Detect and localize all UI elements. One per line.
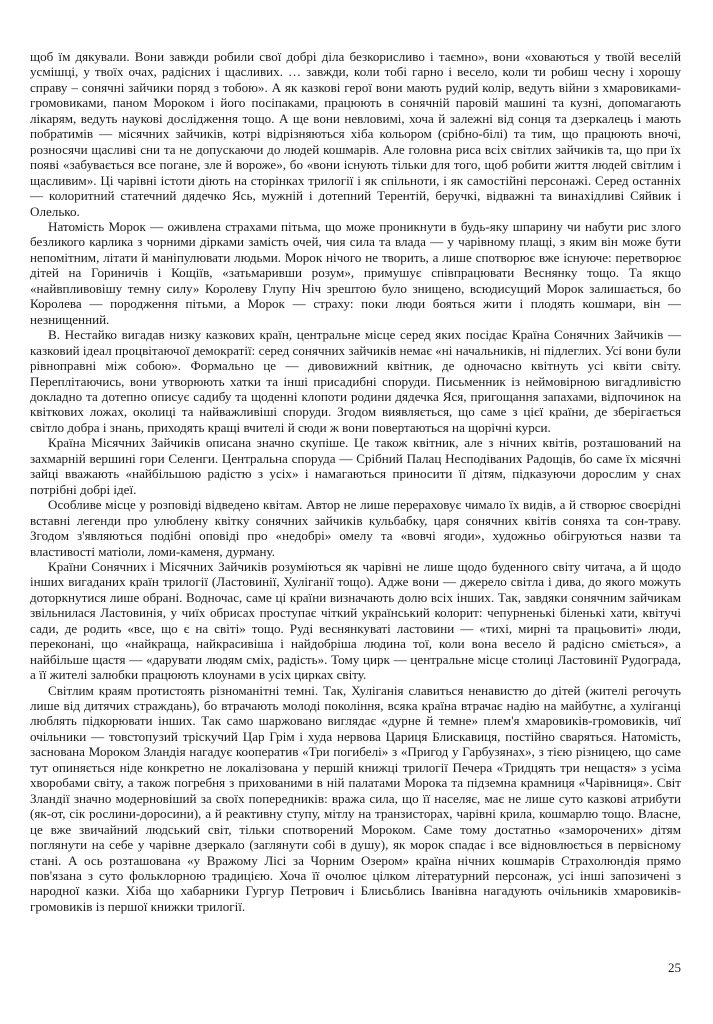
- paragraph-7: Світлим краям протистоять різноманітні темні. Так, Хуліганія славиться ненавистю до дітей (жителі регочуть лише від дитячих страждань), бо втрачають молоді покоління, всяка країна втрачає надію на майбутнє, а хуліганці люблять підкорювати інших. Так само шаржовано виглядає «дурне й темне» плем'я хмаровиків-громовиків, чиї очільники — товстопузий тріскучий Цар Грім і худа нервова Цариця Блискавиця, постійно сваряться. Натомість, заснована Мороком Зландія нагадує кооператив «Три погибелі» з «Пригод у Гарбузянах», з тією різницею, що саме тут опиняється ніде конкретно не локалізована у першій книжці трилогії Печера «Тридцять три нещастя» з усіма хворобами світу, а також погребня з прихованими в ній палатами Морока та підземна крамниця «Чарівниця». Світ Зландії значно модерновіший за своїх попередників: вража сила, що її населяє, має не лише суто казкові атрибути (як-от, сік рослини-доросини), а й реактивну ступу, мітлу на транзисторах, чарівні крила, кошмарлю тощо. Власне, це вже звичайний людський світ, тільки спотворений Мороком. Саме тому достатньо «заморочених» дітям поглянути на себе у чарівне дзеркало (заглянути собі в душу), як морок спадає і все відновлюється в первісному стані. А ось розташована «у Вражому Лісі за Чорним Озером» країна нічних кошмарів Страхолюндія прямо пов'язана з суто фольклорною традицією. Хоча її очолює цілком літературний персонаж, усі інші запозичені з народної казки. Хіба що хабарники Гургур Петрович і Блисьблись Іванівна нагадують очільників хмаровиків-громовиків із першої книжки трилогії.: [30, 682, 681, 914]
- paragraph-2: Натомість Морок — оживлена страхами пітьма, що може проникнути в будь-яку шпарину чи набути рис злого безликого карлика з чорними дірками замість очей, чия сила та влада — у чарівному плащі, з яким він може бути непомітним, літати й маніпулювати людьми. Морок нічого не творить, а лише спотворює вже існуюче: перетворює дітей на Гориничів і Кощіїв, «затьмаривши розум», примушує співпрацювати Веснянку тощо. Та якщо «найвпливовішу темну силу» Королеву Глупу Ніч зрештою було знищено, всюдисущий Морок залишається, бо Королева — породження пітьми, а Морок — страху: поки люди бояться жити і плодять кошмари, він — незнищенний.: [30, 218, 681, 327]
- paragraph-5: Особливе місце у розповіді відведено квітам. Автор не лише перераховує чимало їх видів, а й створює своєрідні вставні легенди про улюблену квітку сонячних зайчиків кульбабку, царя сонячних квітів соняха та сон-траву. Згодом з'являються подібні оповіді про «недобрі» омелу та «вовчі ягоди», художньо обігруються назви та властивості матіоли, ломи-каменя, дурману.: [30, 497, 681, 559]
- page-number: 25: [668, 960, 681, 975]
- paragraph-1: щоб їм дякували. Вони завжди робили свої добрі діла безкорисливо і таємно», вони «ховаються у твоїй веселій усмішці, у твоїх очах, радісних і щасливих. … завжди, коли тобі гарно і весело, коли ти робиш чесну і хорошу справу – сонячні зайчики поряд з тобою». А як казкові герої вони мають рудий колір, ведуть війни з хмаровиками-громовиками, паном Мороком і його посіпаками, працюють в сонячній паровій машині та кузні, допомагають лікарям, ведуть наукові дослідження тощо. А ще вони невловимі, хоча й залежні від сонця та дзеркалець і мають побратимів — місячних зайчиків, котрі відрізняються хіба кольором (срібно-білі) та тим, що працюють вночі, розносячи щасливі сни та не допускаючи до людей кошмарів. Але головна риса всіх світлих зайчиків та, що при їх появі «забувається все погане, зле й вороже», бо «вони існують тільки для того, щоб робити життя людей світлим і щасливим». Ці чарівні істоти діють на сторінках трилогії і як спільноти, і як самостійні персонажі. Серед останніх — колоритний статечний дядечко Ясь, мужній і дотепний Терентій, беручкі, відважні та винахідливі Сяйвик і Олелько.: [30, 49, 681, 219]
- page-body: [30, 49, 681, 914]
- paragraph-4: Країна Місячних Зайчиків описана значно скупіше. Це також квітник, але з нічних квітів, розташований на захмарній вершині гори Селенги. Центральна споруда — Срібний Палац Несподіваних Радощів, бо саме їх місячні зайці вважають «найбільшою радістю з усіх» і намагаються приносити її дітям, підказуючи дорослим у снах потрібні добрі ідеї.: [30, 435, 681, 497]
- paragraph-3: В. Нестайко вигадав низку казкових країн, центральне місце серед яких посідає Країна Сонячних Зайчиків — казковий ідеал процвітаючої демократії: серед сонячних зайчиків немає «ні начальників, ні підлеглих. Усі вони були рівноправні між собою». Формально це — дивовижний квітник, де одночасно квітнуть усі квіти світу. Переплітаючись, вони утворюють хатки та інші присадибні споруди. Письменник із неймовірною вигадливістю докладно та дотепно описує садибу та щоденні клопоти родини дядечка Яся, пригощання запахами, відпочинок на квіткових ложах, околиці та найважливіші споруди. Згодом виявляється, що саме з цієї країни, де зберігається світло добра і знань, приходять кращі вчителі й сюди ж вони повертаються на щорічні курси.: [30, 327, 681, 435]
- paragraph-6: Країни Сонячних і Місячних Зайчиків розуміються як чарівні не лише щодо буденного світу читача, а й щодо інших вигаданих країн трилогії (Ластовинії, Хуліганії тощо). Адже вони — джерело світла і дива, до якого можуть доторкнутися лише обрані. Водночас, саме ці країни визначають долю всіх інших. Так, завдяки сонячним зайчикам звільнилася Ластовинія, у чиїх обрисах проступає чіткий український колорит: чепурненькі біленькі хати, квітучі сади, де родить «все, що є на світі» тощо. Руді веснянкуваті ластовини — «тихі, мирні та працьовиті» люди, переконані, що «найкраща, найкрасивіша і найдобріша людина тої, коли вона весело й радісно сміється», а найбільше щастя — «дарувати людям сміх, радість». Тому цирк — центральне місце столиці Ластовинії Рудограда, а її жителі залюбки працюють клоунами в усіх цирках світу.: [30, 558, 681, 683]
